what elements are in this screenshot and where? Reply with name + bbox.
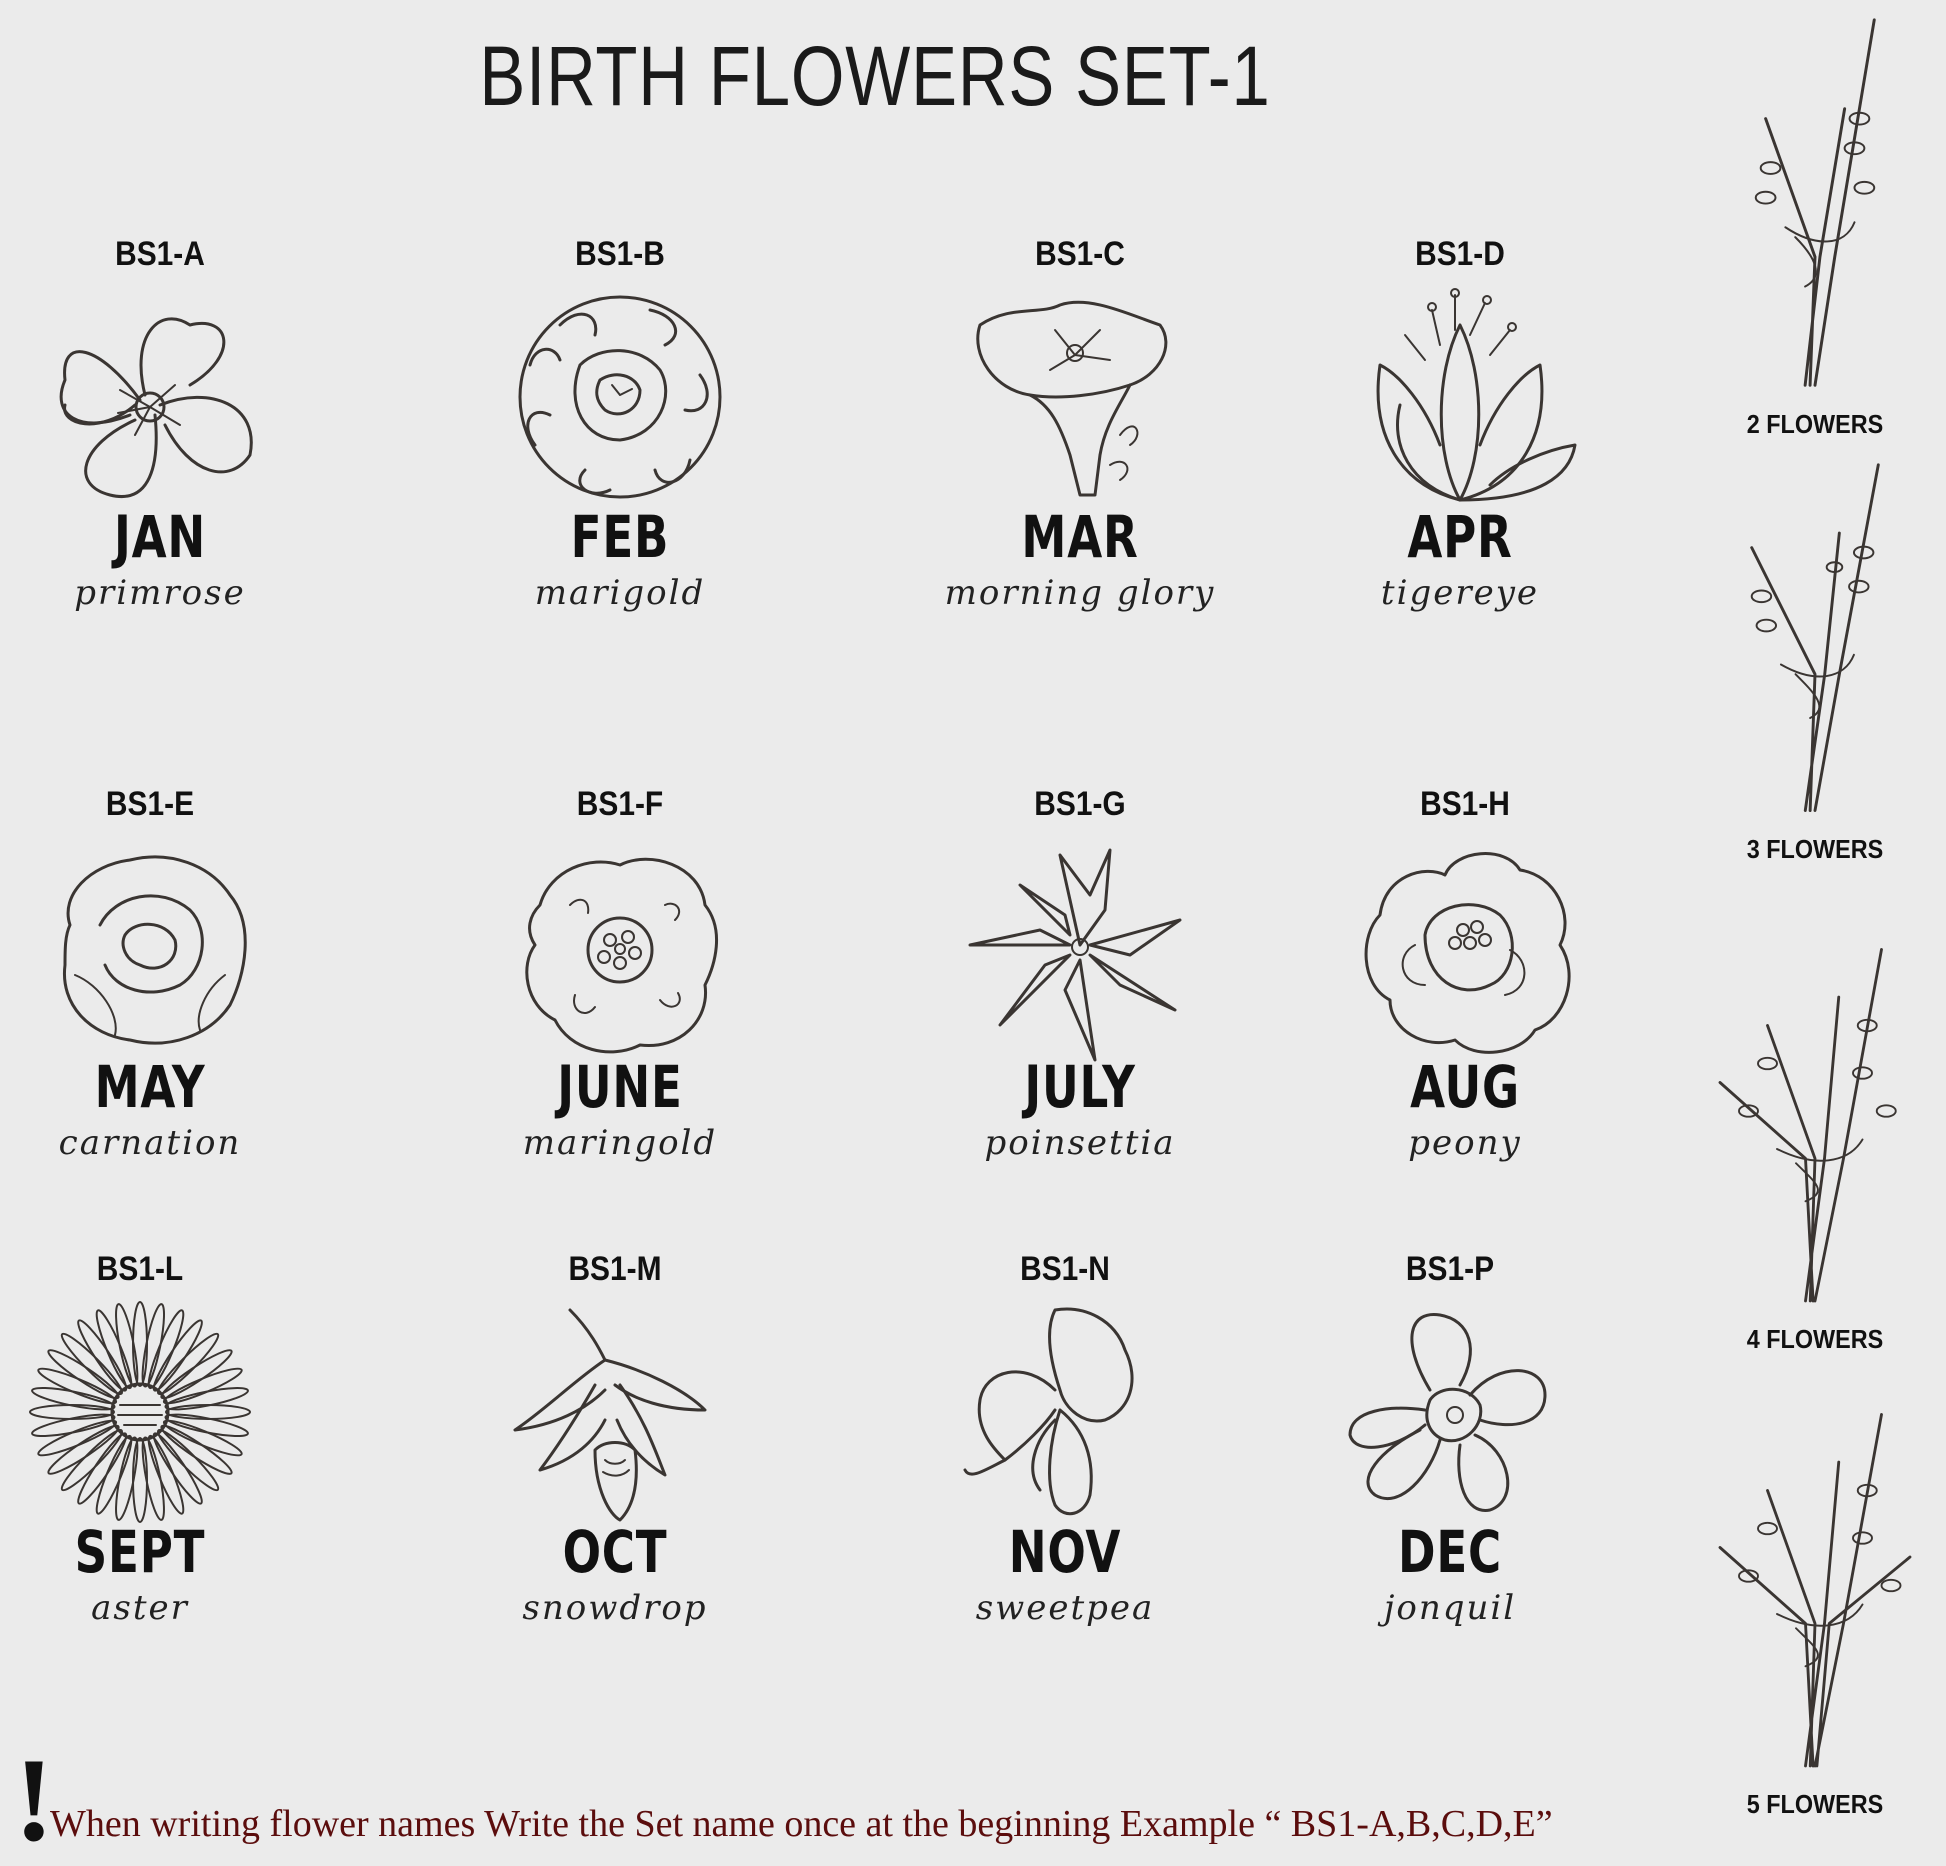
flower-code: BS1-C [1035,235,1125,273]
bouquet-option-3[interactable] [1705,460,1925,865]
flower-code: BS1-E [105,785,195,823]
aster-petal [31,1410,116,1440]
morning-glory-icon [960,285,1200,515]
peony-icon [1345,835,1585,1065]
flower-name: morning glory [944,573,1216,613]
month-label: JAN [113,503,207,571]
month-label: JULY [1024,1053,1136,1121]
bouquet-label: 4 FLOWERS [1746,1324,1884,1354]
month-label: AUG [1410,1053,1520,1121]
flower-code: BS1-L [96,1250,184,1288]
aster-petal [112,1436,142,1521]
flower-card-jan[interactable] [10,235,310,675]
flower-card-oct[interactable] [465,1250,765,1690]
flower-name: carnation [58,1123,242,1163]
month-label: JUNE [557,1053,683,1121]
flower-code: BS1-H [1420,785,1510,823]
bouquet-label: 3 FLOWERS [1746,834,1884,864]
flower-card-june[interactable] [470,785,770,1225]
flower-name: jonquil [1383,1588,1517,1628]
aster-petal [138,1436,168,1521]
flower-code: BS1-M [568,1250,662,1288]
flower-card-aug[interactable] [1315,785,1615,1225]
aster-petal [164,1410,249,1440]
flower-name: tigereye [1380,573,1540,613]
aster-petal [133,1438,147,1522]
flower-name: marigold [534,573,706,613]
flower-code: BS1-N [1020,1250,1110,1288]
flower-name: maringold [522,1123,718,1163]
month-label: FEB [570,503,670,571]
flower-name: aster [91,1588,189,1628]
carnation-icon [30,835,270,1065]
aster-petal [164,1384,249,1414]
aster-petal [112,1303,142,1388]
aster-petal [133,1302,147,1386]
bouquet-label: 5 FLOWERS [1746,1789,1884,1819]
marigold-icon [500,285,740,515]
flower-name: peony [1408,1123,1522,1163]
flower-code: BS1-G [1034,785,1126,823]
flower-name: sweetpea [975,1588,1155,1628]
aster-petal [166,1405,250,1419]
flower-card-apr[interactable] [1310,235,1610,675]
flower-name: snowdrop [522,1588,708,1628]
flower-card-dec[interactable] [1300,1250,1600,1690]
bouquet-4-icon [1705,940,1925,1320]
poinsettia-icon [960,835,1200,1065]
month-label: DEC [1397,1518,1503,1586]
flower-code: BS1-P [1405,1250,1495,1288]
month-label: NOV [1008,1518,1122,1586]
aster-petal [138,1303,168,1388]
jonquil-icon [1330,1300,1570,1530]
flower-card-sept[interactable] [0,1250,290,1690]
bouquet-label: 2 FLOWERS [1746,409,1884,439]
sweetpea-icon [945,1300,1185,1530]
month-label: MAR [1021,503,1139,571]
month-label: MAY [94,1053,206,1121]
flower-card-may[interactable] [0,785,300,1225]
flower-code: BS1-B [575,235,665,273]
flower-card-nov[interactable] [915,1250,1215,1690]
bouquet-option-2[interactable] [1705,10,1925,440]
flower-card-july[interactable] [930,785,1230,1225]
flower-name: poinsettia [984,1123,1176,1163]
bouquet-3-icon [1705,460,1925,830]
flower-card-feb[interactable] [470,235,770,675]
notice-text: When writing flower names Write the Set name once at the beginning Example “ BS1-A,B,C,D,E” [50,1803,1553,1845]
flower-code: BS1-F [576,785,664,823]
flower-card-mar[interactable] [930,235,1230,675]
primrose-icon [40,285,280,515]
month-label: OCT [562,1518,668,1586]
bouquet-option-4[interactable] [1705,940,1925,1355]
month-label: APR [1407,503,1513,571]
aster-petal [31,1384,116,1414]
snowdrop-icon [495,1300,735,1530]
flower-code: BS1-D [1415,235,1505,273]
page-title: BIRTH FLOWERS SET-1 [479,29,1271,123]
bouquet-5-icon [1705,1405,1925,1785]
aster-icon [20,1300,260,1530]
flower-code: BS1-A [115,235,205,273]
exclamation-icon: ! [14,1733,54,1866]
maringold-icon [500,835,740,1065]
aster-petal [30,1405,114,1419]
month-label: SEPT [74,1518,206,1586]
tigereye-icon [1340,285,1580,515]
flower-name: primrose [74,573,246,613]
bouquet-option-5[interactable] [1705,1405,1925,1820]
bouquet-2-icon [1705,10,1925,405]
